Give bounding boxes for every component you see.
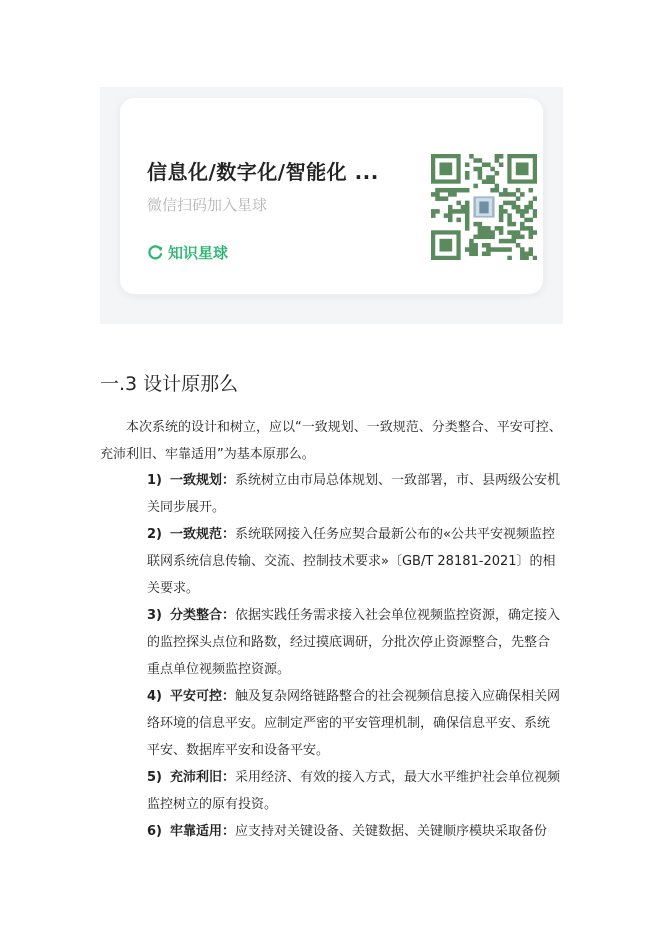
card-title: 信息化/数字化/智能化 ... (147, 160, 379, 184)
list-item (147, 764, 562, 818)
card-subtitle: 微信扫码加入星球 (147, 196, 268, 214)
intro-paragraph: 本次系统的设计和树立，应以“一致规划、一致规范、分类整合、平安可控、充沛利旧、牢靠适用”为基本原那么。 (100, 420, 562, 462)
list-item (147, 602, 562, 683)
item-keyword: 牢靠适用： (170, 824, 236, 839)
item-text: 应支持对关键设备、关键数据、关键顺序模块采取备份 (235, 824, 548, 839)
item-text: 依据实践任务需求接入社会单位视频监控资源，确定接入的监控探头点位和路数，经过摸底调研，分批次停止资源整合，先整合重点单位视频监控资源。 (147, 608, 561, 677)
item-text: 系统树立由市局总体规划、一致部署，市、县两级公安机关同步展开。 (147, 473, 561, 515)
planet-banner (100, 87, 563, 324)
item-text: 系统联网接入任务应契合最新公布的«公共平安视频监控联网系统信息传输、交流、控制技术要求»〔GB/T 28181-2021〕的相关要求。 (147, 527, 556, 596)
item-number: 1) (147, 473, 162, 488)
item-keyword: 一致规划： (170, 473, 236, 488)
list-item (147, 467, 562, 521)
item-number: 2) (147, 527, 162, 542)
list-item (147, 818, 562, 845)
item-number: 6) (147, 824, 162, 839)
item-number: 5) (147, 770, 162, 785)
list-item (147, 521, 562, 602)
item-text: 采用经济、有效的接入方式，最大水平维护社会单位视频监控树立的原有投资。 (147, 770, 561, 812)
principles-list (147, 467, 562, 845)
knowledge-planet-icon (147, 244, 164, 261)
item-keyword: 充沛利旧： (170, 770, 236, 785)
item-keyword: 分类整合： (170, 608, 236, 623)
item-number: 3) (147, 608, 162, 623)
planet-card[interactable] (120, 98, 543, 294)
qr-code-icon[interactable] (431, 154, 537, 260)
item-number: 4) (147, 689, 162, 704)
section-heading: 一.3 设计原那么 (100, 373, 239, 395)
list-item (147, 683, 562, 764)
brand-logo (147, 242, 228, 263)
item-keyword: 一致规范： (170, 527, 236, 542)
brand-name: 知识星球 (168, 244, 229, 262)
item-keyword: 平安可控： (170, 689, 236, 704)
item-text: 触及复杂网络链路整合的社会视频信息接入应确保相关网络环境的信息平安。应制定严密的平安管理机制，确保信息平安、系统平安、数据库平安和设备平安。 (147, 689, 561, 758)
